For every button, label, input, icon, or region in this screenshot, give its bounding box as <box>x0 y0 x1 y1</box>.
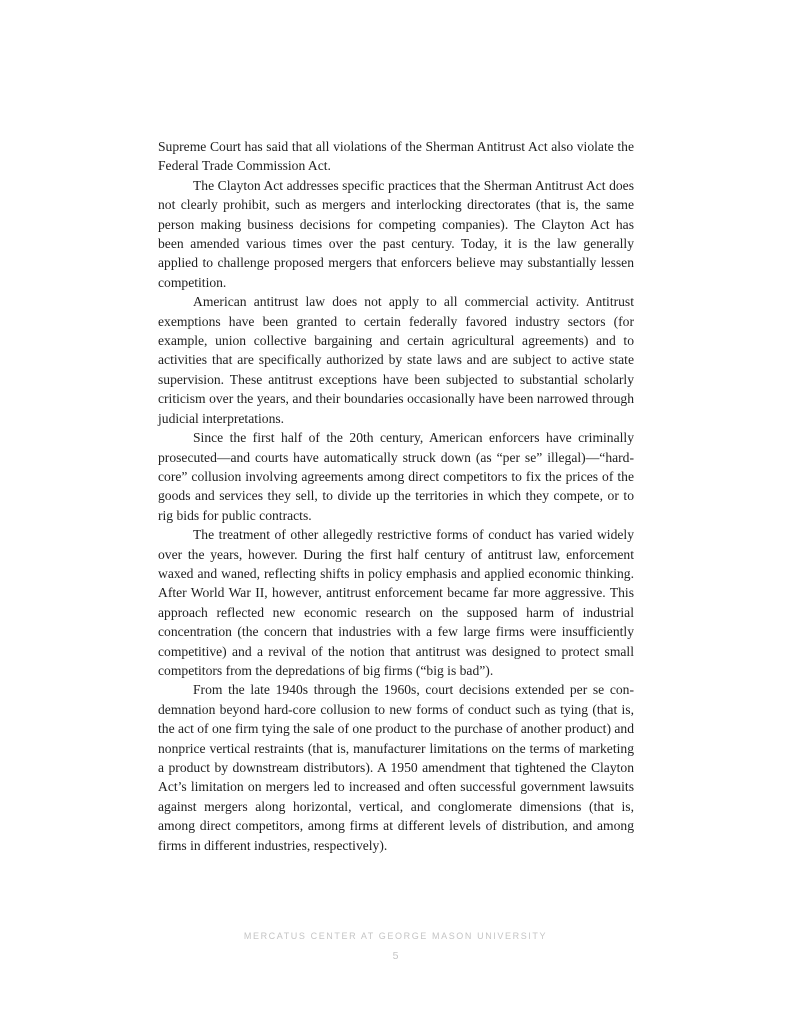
paragraph-exemptions: American antitrust law does not apply to all commercial activity. Antitrust exemptions have been granted to certain federally favored industry sectors (for example, union collective bargaining and certain agricultural agreements) and to activities that are specifically authorized by state laws and are subject to active state supervision. These antitrust exceptions have been subjected to substantial scholarly criticism over the years, and their boundaries occasionally have been narrowed through judicial interpretations. <box>158 294 634 426</box>
paragraph-clayton-act: The Clayton Act addresses specific practices that the Sherman Antitrust Act does not clearly prohibit, such as mergers and interlocking directorates (that is, the same person making business decisions for competing companies). The Clayton Act has been amended various times over the past century. Today, it is the law generally applied to challenge proposed mergers that enforcers believe may substantially lessen competition. <box>158 177 634 290</box>
page-number: 5 <box>392 950 399 962</box>
paragraph-enforcement-history: The treatment of other allegedly restrictive forms of conduct has varied widely over the years, however. During the first half century of antitrust law, enforcement waxed and waned, reflecting shifts in policy emphasis and applied economic thinking. After World War II, however, antitrust enforcement became far more aggressive. This approach reflected new economic research on the supposed harm of industrial concentration (the concern that industries with a few large firms were insufficiently competitive) and a revival of the notion that antitrust was designed to protect small competitors from the depredations of big firms (“big is bad”). <box>158 527 634 678</box>
paragraph-hard-core-collusion: Since the first half of the 20th century, American enforcers have criminally prosecuted—and courts have automatically struck down (as “per se” illegal)—“hard-core” collusion involving agreements among direct competitors to fix the prices of the goods and services they sell, to divide up the territories in which they compete, or to rig bids for public contracts. <box>158 430 634 523</box>
paragraph-per-se-expansion: From the late 1940s through the 1960s, court decisions extended per se condemnation beyond hard-core collusion to new forms of conduct such as tying (that is, the act of one firm tying the sale of one product to the purchase of another product) and nonprice vertical restraints (that is, manufacturer limitations on the terms of marketing a product by downstream distributors). A 1950 amendment that tightened the Clayton Act’s limitation on mergers led to increased and often successful government lawsuits against mergers along horizontal, vertical, and conglomerate dimensions (that is, among direct competitors, among firms at different levels of distribution, and among firms in different industries, respectively). <box>158 682 634 853</box>
footer-organization: MERCATUS CENTER AT GEORGE MASON UNIVERSITY <box>243 931 548 941</box>
paragraph-continuation: Supreme Court has said that all violations of the Sherman Antitrust Act also violate the Federal Trade Commission Act. <box>158 139 634 174</box>
body-text <box>158 137 634 855</box>
